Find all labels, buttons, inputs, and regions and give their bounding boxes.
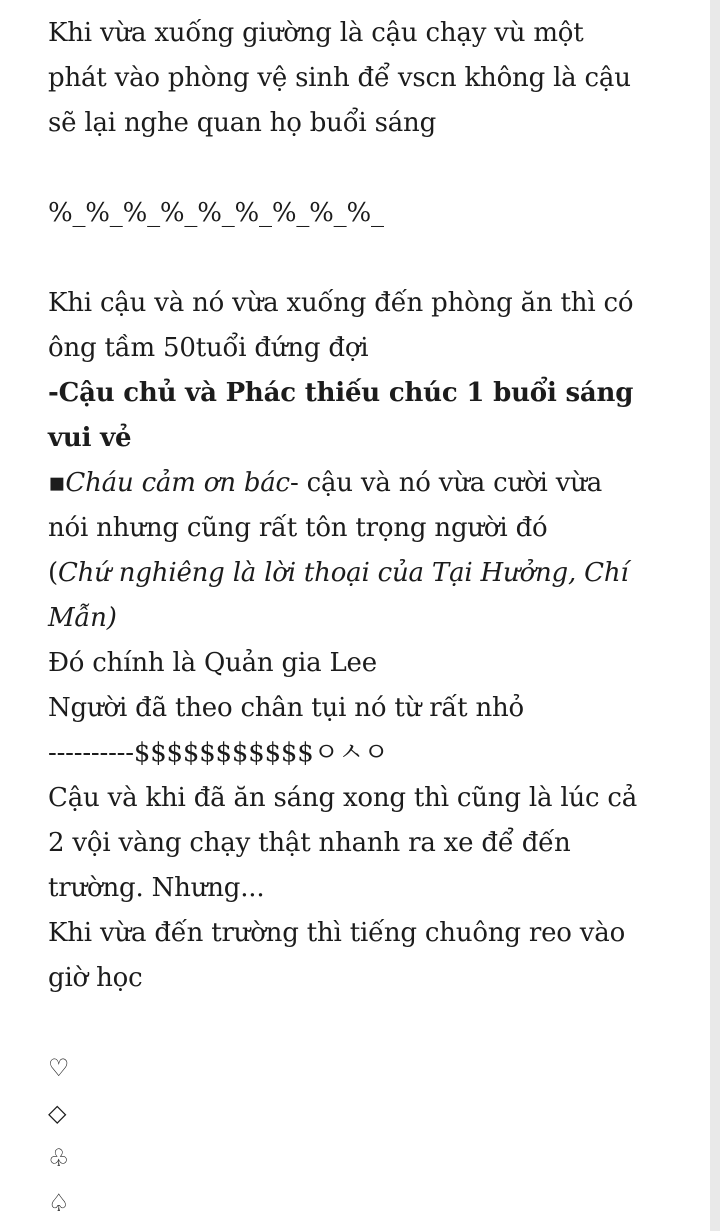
paragraph-3-line-2: 2 vội vàng chạy thật nhanh ra xe để đến bbox=[48, 828, 571, 858]
note-line-1 bbox=[48, 551, 668, 596]
blank-line bbox=[48, 146, 668, 191]
paragraph-1-line-2: phát vào phòng vệ sinh để vscn không là cậu bbox=[48, 63, 631, 93]
paragraph-2-line-2: ông tầm 50tuổi đứng đợi bbox=[48, 333, 369, 363]
heart-icon: ♡ bbox=[48, 1054, 70, 1082]
separator-percent: %_%_%_%_%_%_%_%_%_ bbox=[48, 198, 384, 228]
reply-rest: - cậu và nó vừa cười vừa bbox=[289, 468, 603, 498]
paragraph-1-line-3: sẽ lại nghe quan họ buổi sáng bbox=[48, 108, 437, 138]
blank-line bbox=[48, 1001, 668, 1046]
respect-line: nói nhưng cũng rất tôn trọng người đó bbox=[48, 513, 548, 543]
note-italic-1: Chứ nghiêng là lời thoại của Tại Hưởng, Chí bbox=[57, 558, 629, 588]
paragraph-3-line-5: giờ học bbox=[48, 963, 143, 993]
paragraph-2-line-1: Khi cậu và nó vừa xuống đến phòng ăn thì có bbox=[48, 288, 634, 318]
paragraph-3-line-1: Cậu và khi đã ăn sáng xong thì cũng là lúc cả bbox=[48, 783, 638, 813]
paragraph-3-line-4: Khi vừa đến trường thì tiếng chuông reo vào bbox=[48, 918, 626, 948]
reply-italic: Cháu cảm ơn bác bbox=[65, 468, 290, 498]
blank-line bbox=[48, 236, 668, 281]
spade-icon: ♤ bbox=[48, 1189, 70, 1217]
butler-name-line: Đó chính là Quản gia Lee bbox=[48, 648, 377, 678]
note-open-paren: ( bbox=[48, 558, 58, 588]
butler-greeting-line-1: -Cậu chủ và Phác thiếu chúc 1 buổi sáng bbox=[48, 378, 634, 408]
butler-greeting-line-2: vui vẻ bbox=[48, 423, 132, 453]
bullet-square: ▪ bbox=[48, 468, 66, 498]
story-text bbox=[48, 11, 668, 1226]
follow-line: Người đã theo chân tụi nó từ rất nhỏ bbox=[48, 693, 525, 723]
paragraph-3-line-3: trường. Nhưng... bbox=[48, 873, 265, 903]
paragraph-1-line-1: Khi vừa xuống giường là cậu chạy vù một bbox=[48, 18, 584, 48]
separator-dollar: ----------$$$$$$$$$$$ㅇㅅㅇ bbox=[48, 738, 389, 768]
club-icon: ♧ bbox=[48, 1144, 70, 1172]
diamond-icon: ◇ bbox=[48, 1099, 67, 1127]
note-line-2: Mẫn) bbox=[48, 603, 117, 633]
reply-line bbox=[48, 461, 668, 506]
